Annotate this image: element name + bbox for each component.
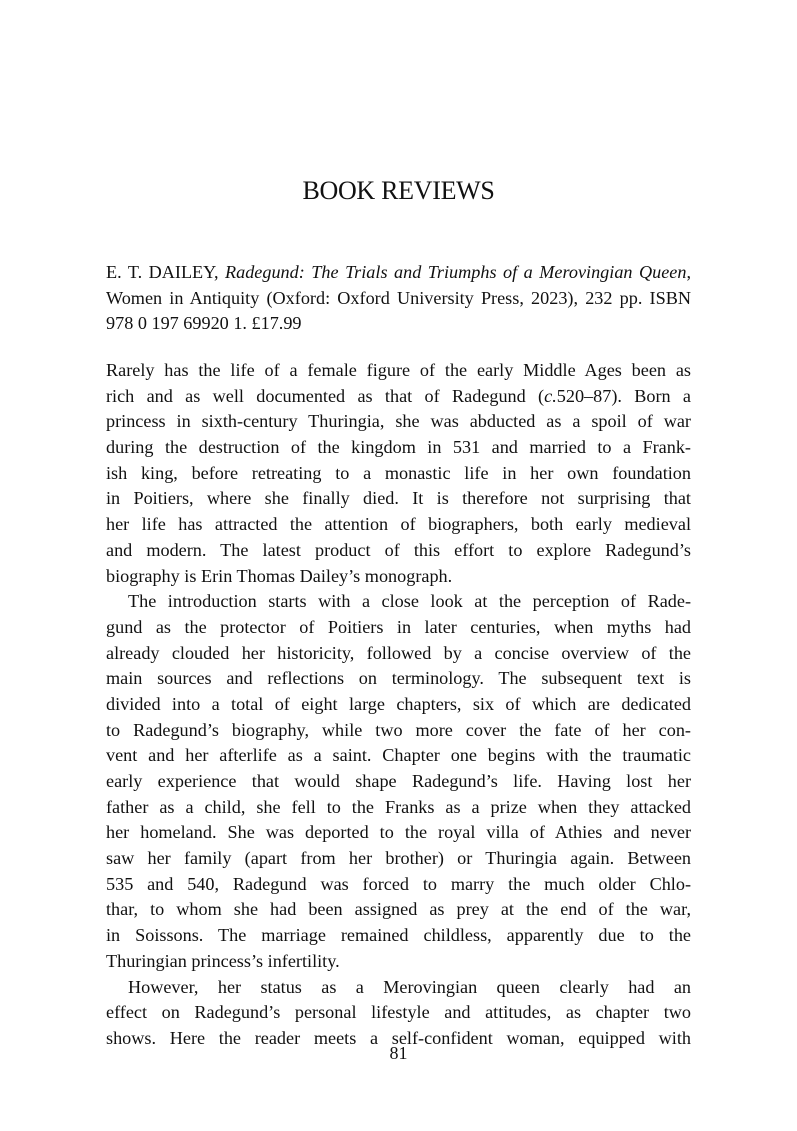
body-line: effect on Radegund’s personal lifestyle and attitudes, as chapter two	[106, 1002, 691, 1023]
body-line: already clouded her historicity, followed by a concise overview of the	[106, 642, 691, 663]
body-line: divided into a total of eight large chapters, six of which are dedicated	[106, 693, 691, 714]
body-line: during the destruction of the kingdom in 531 and married to a Frank-	[106, 437, 691, 458]
citation-book-title: Radegund: The Trials and Triumphs of a Merovingian Queen	[225, 262, 687, 282]
body-line: in Soissons. The marriage remained childless, apparently due to the	[106, 925, 691, 946]
body-line: and modern. The latest product of this effort to explore Radegund’s	[106, 539, 691, 560]
body-line: main sources and reflections on terminology. The subsequent text is	[106, 668, 691, 689]
page-number: 81	[389, 1043, 408, 1063]
body-line: shows. Here the reader meets a self-confident woman, equipped with	[106, 1027, 691, 1048]
body-line: 535 and 540, Radegund was forced to marry the much older Chlo-	[106, 873, 691, 894]
body-line: in Poitiers, where she finally died. It is therefore not surprising that	[106, 488, 691, 509]
body-line: her life has attracted the attention of biographers, both early medieval	[106, 514, 691, 535]
body-line: her homeland. She was deported to the royal villa of Athies and never	[106, 822, 691, 843]
book-citation	[106, 260, 691, 337]
body-line: Rarely has the life of a female figure of the early Middle Ages been as	[106, 360, 691, 380]
citation-author: E. T. DAILEY,	[106, 262, 219, 282]
body-line: father as a child, she fell to the Franks as a prize when they attacked	[106, 796, 691, 817]
body-line: to Radegund’s biography, while two more cover the fate of her con-	[106, 719, 691, 740]
body-line: thar, to whom she had been assigned as prey at the end of the war,	[106, 899, 691, 920]
citation-publication-details: , Women in Antiquity (Oxford: Oxford University Press, 2023), 232 pp. ISBN 978 0 197 69920 1. £17.99	[106, 262, 692, 334]
body-line: biography is Erin Thomas Dailey’s monograph.	[106, 565, 453, 586]
body-line: vent and her afterlife as a saint. Chapter one begins with the traumatic	[106, 745, 691, 766]
body-line: princess in sixth-century Thuringia, she was abducted as a spoil of war	[106, 411, 691, 432]
body-line: saw her family (apart from her brother) or Thuringia again. Between	[106, 848, 691, 869]
section-title: BOOK REVIEWS	[302, 176, 495, 205]
body-line: early experience that would shape Radegund’s life. Having lost her	[106, 771, 691, 791]
body-line: gund as the protector of Poitiers in later centuries, when myths had	[106, 616, 691, 637]
review-body	[106, 358, 691, 1052]
body-line: The introduction starts with a close look at the perception of Rade-	[128, 591, 691, 612]
body-line: Thuringian princess’s infertility.	[106, 950, 340, 971]
body-line: However, her status as a Merovingian queen clearly had an	[128, 976, 691, 997]
body-line: ish king, before retreating to a monastic life in her own foundation	[106, 462, 691, 483]
body-line: rich and as well documented as that of Radegund (c.520–87). Born a	[106, 385, 691, 406]
